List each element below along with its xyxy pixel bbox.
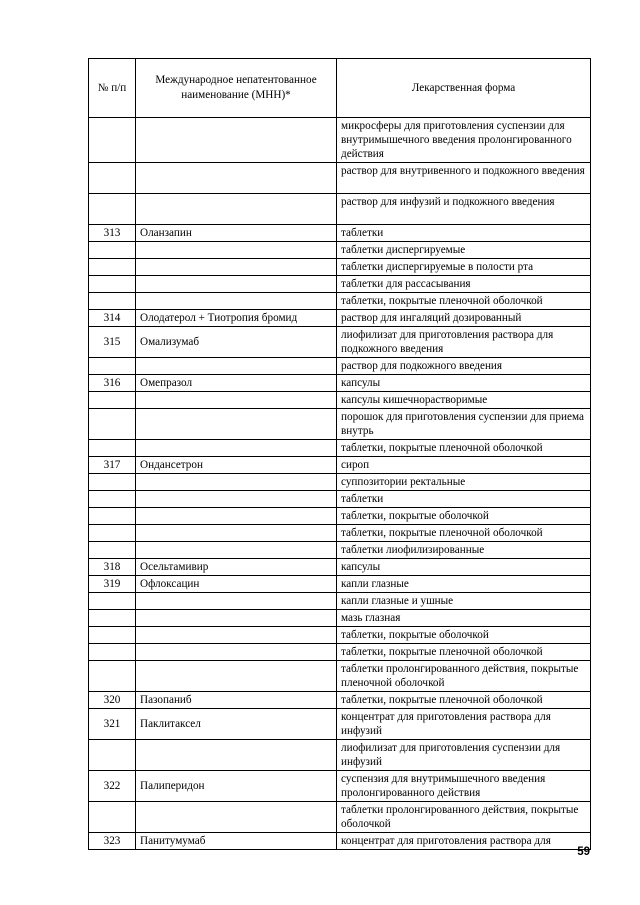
row-dosage-form: капсулы <box>337 559 591 576</box>
row-dosage-form: раствор для инфузий и подкожного введения <box>337 194 591 225</box>
table-row <box>89 375 591 392</box>
row-number <box>89 163 136 194</box>
table-row <box>89 327 591 358</box>
row-number: 320 <box>89 692 136 709</box>
row-mnn: Омепразол <box>136 375 337 392</box>
table-row <box>89 163 591 194</box>
row-mnn <box>136 440 337 457</box>
row-mnn <box>136 118 337 163</box>
row-number: 313 <box>89 225 136 242</box>
row-dosage-form: таблетки, покрытые пленочной оболочкой <box>337 293 591 310</box>
row-dosage-form: таблетки, покрытые пленочной оболочкой <box>337 692 591 709</box>
row-number <box>89 259 136 276</box>
row-dosage-form: таблетки диспергируемые <box>337 242 591 259</box>
row-number <box>89 610 136 627</box>
table-row <box>89 771 591 802</box>
header-mnn: Международное непатентованное наименование (МНН)* <box>136 59 337 118</box>
row-mnn <box>136 194 337 225</box>
row-dosage-form: таблетки, покрытые пленочной оболочкой <box>337 525 591 542</box>
row-mnn <box>136 740 337 771</box>
table-body <box>89 118 591 850</box>
row-mnn <box>136 802 337 833</box>
row-number <box>89 740 136 771</box>
row-number: 322 <box>89 771 136 802</box>
row-number: 319 <box>89 576 136 593</box>
page-number: 59 <box>577 846 590 858</box>
row-mnn <box>136 661 337 692</box>
row-number: 323 <box>89 833 136 850</box>
table-row <box>89 542 591 559</box>
row-dosage-form: раствор для ингаляций дозированный <box>337 310 591 327</box>
row-number <box>89 276 136 293</box>
row-mnn <box>136 358 337 375</box>
row-mnn <box>136 392 337 409</box>
row-number <box>89 491 136 508</box>
header-dosage-form: Лекарственная форма <box>337 59 591 118</box>
table-row <box>89 692 591 709</box>
row-mnn <box>136 491 337 508</box>
row-mnn: Паклитаксел <box>136 709 337 740</box>
row-mnn: Офлоксацин <box>136 576 337 593</box>
row-number: 321 <box>89 709 136 740</box>
table-row <box>89 310 591 327</box>
row-dosage-form: концентрат для приготовления раствора для <box>337 833 591 850</box>
table-row <box>89 508 591 525</box>
row-dosage-form: концентрат для приготовления раствора для инфузий <box>337 709 591 740</box>
row-mnn: Осельтамивир <box>136 559 337 576</box>
row-number <box>89 118 136 163</box>
row-number: 316 <box>89 375 136 392</box>
row-mnn <box>136 644 337 661</box>
table-row <box>89 576 591 593</box>
row-dosage-form: раствор для подкожного введения <box>337 358 591 375</box>
row-mnn <box>136 259 337 276</box>
table-row <box>89 457 591 474</box>
table-row <box>89 661 591 692</box>
row-number <box>89 644 136 661</box>
table-row <box>89 709 591 740</box>
table-row <box>89 740 591 771</box>
row-number <box>89 293 136 310</box>
row-mnn <box>136 525 337 542</box>
table-row <box>89 225 591 242</box>
row-number <box>89 627 136 644</box>
row-dosage-form: капли глазные и ушные <box>337 593 591 610</box>
row-mnn: Панитумумаб <box>136 833 337 850</box>
row-number <box>89 474 136 491</box>
table-row <box>89 474 591 491</box>
row-dosage-form: таблетки пролонгированного действия, покрытые оболочкой <box>337 802 591 833</box>
row-number <box>89 802 136 833</box>
row-dosage-form: суспензия для внутримышечного введения пролонгированного действия <box>337 771 591 802</box>
table-row <box>89 118 591 163</box>
row-dosage-form: таблетки, покрытые оболочкой <box>337 627 591 644</box>
row-dosage-form: таблетки <box>337 225 591 242</box>
row-dosage-form: таблетки лиофилизированные <box>337 542 591 559</box>
table-row <box>89 440 591 457</box>
row-number <box>89 593 136 610</box>
row-mnn <box>136 163 337 194</box>
row-dosage-form: порошок для приготовления суспензии для приема внутрь <box>337 409 591 440</box>
row-number <box>89 358 136 375</box>
row-dosage-form: суппозитории ректальные <box>337 474 591 491</box>
row-number: 315 <box>89 327 136 358</box>
row-number: 318 <box>89 559 136 576</box>
row-number: 314 <box>89 310 136 327</box>
row-dosage-form: таблетки пролонгированного действия, покрытые пленочной оболочкой <box>337 661 591 692</box>
table-row <box>89 293 591 310</box>
row-number <box>89 542 136 559</box>
table-row <box>89 644 591 661</box>
row-mnn <box>136 610 337 627</box>
table-row <box>89 276 591 293</box>
row-mnn: Оланзапин <box>136 225 337 242</box>
row-mnn: Палиперидон <box>136 771 337 802</box>
row-dosage-form: сироп <box>337 457 591 474</box>
row-dosage-form: раствор для внутривенного и подкожного введения <box>337 163 591 194</box>
row-mnn <box>136 542 337 559</box>
row-mnn <box>136 627 337 644</box>
row-dosage-form: таблетки, покрытые оболочкой <box>337 508 591 525</box>
row-mnn: Омализумаб <box>136 327 337 358</box>
row-mnn <box>136 593 337 610</box>
table-row <box>89 610 591 627</box>
row-dosage-form: капли глазные <box>337 576 591 593</box>
row-dosage-form: капсулы кишечнорастворимые <box>337 392 591 409</box>
row-number <box>89 508 136 525</box>
row-dosage-form: таблетки, покрытые пленочной оболочкой <box>337 644 591 661</box>
row-number <box>89 525 136 542</box>
header-number: № п/п <box>89 59 136 118</box>
row-mnn <box>136 293 337 310</box>
row-number <box>89 661 136 692</box>
row-dosage-form: лиофилизат для приготовления раствора для подкожного введения <box>337 327 591 358</box>
table-row <box>89 833 591 850</box>
row-number <box>89 409 136 440</box>
row-number: 317 <box>89 457 136 474</box>
table-row <box>89 491 591 508</box>
row-mnn <box>136 242 337 259</box>
row-dosage-form: таблетки для рассасывания <box>337 276 591 293</box>
table-row <box>89 627 591 644</box>
row-mnn <box>136 474 337 491</box>
row-mnn: Ондансетрон <box>136 457 337 474</box>
row-dosage-form: таблетки <box>337 491 591 508</box>
row-mnn: Пазопаниб <box>136 692 337 709</box>
table-row <box>89 802 591 833</box>
row-dosage-form: капсулы <box>337 375 591 392</box>
row-mnn: Олодатерол + Тиотропия бромид <box>136 310 337 327</box>
row-dosage-form: лиофилизат для приготовления суспензии для инфузий <box>337 740 591 771</box>
row-mnn <box>136 276 337 293</box>
table-row <box>89 559 591 576</box>
table-row <box>89 392 591 409</box>
row-number <box>89 194 136 225</box>
table-row <box>89 194 591 225</box>
row-dosage-form: мазь глазная <box>337 610 591 627</box>
row-dosage-form: таблетки диспергируемые в полости рта <box>337 259 591 276</box>
table-row <box>89 259 591 276</box>
row-dosage-form: таблетки, покрытые пленочной оболочкой <box>337 440 591 457</box>
row-mnn <box>136 409 337 440</box>
drug-forms-table <box>88 58 591 850</box>
table-header-row <box>89 59 591 118</box>
row-number <box>89 392 136 409</box>
table-row <box>89 409 591 440</box>
table-row <box>89 593 591 610</box>
table-row <box>89 242 591 259</box>
row-dosage-form: микросферы для приготовления суспензии для внутримышечного введения пролонгированного действия <box>337 118 591 163</box>
table-row <box>89 525 591 542</box>
table-row <box>89 358 591 375</box>
row-mnn <box>136 508 337 525</box>
row-number <box>89 242 136 259</box>
row-number <box>89 440 136 457</box>
